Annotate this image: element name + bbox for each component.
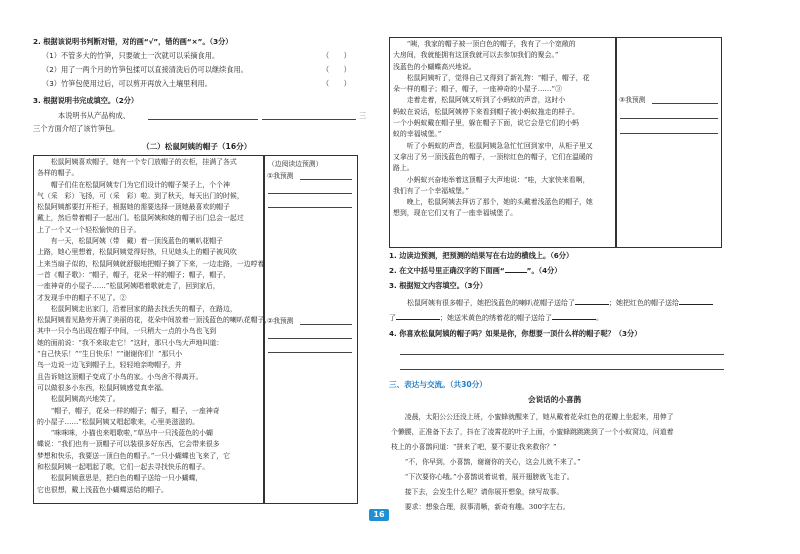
prediction-heading: （边阅读边预测） <box>268 160 323 168</box>
story-line: “咪咪咪，小猫也来唱歌啦，”草丛中一只浅蓝色的小蝴 <box>37 429 213 438</box>
story-line: 朵一样的帽子；帽子，帽子，一座神奇的小屋子……”③ <box>393 85 562 94</box>
story-line: 松鼠阿姨听了，觉得自己又得到了新礼物：“帽子，帽子，花 <box>393 73 590 82</box>
story-line: 蚂蚁在说话，松鼠阿姨停下来看到帽子被小蚂蚁拖走的样子。 <box>393 107 580 116</box>
answer-paren-1[interactable]: （ ） <box>322 51 351 60</box>
story-line: 梦想和快乐，我要送一顶白色的帽子。”一只小蝴蝶也飞来了，它 <box>37 451 231 460</box>
section-3-title: 三、表达与交流。（共30分） <box>389 380 487 389</box>
story-line: 又拿出了另一顶浅蓝色的帽子，一顶棕红色的帽子，它们在温暖的 <box>393 152 593 161</box>
essay-line: “下次要你心哦。”小喜鹊说着说着，展开翅膀就飞走了。 <box>391 473 574 481</box>
story-line: 松鼠阿姨意思是，把白色的帽子送给一只小蝴蝶， <box>37 474 203 483</box>
prediction-line[interactable] <box>300 324 352 325</box>
prediction-label-1: ①我预测 <box>267 172 294 180</box>
q4-prompt: 4. 你喜欢松鼠阿姨的帽子吗？如果是你，你想要一顶什么样的帽子呢？（3分） <box>389 329 642 338</box>
story-line: 听了小蚂蚁的声音，松鼠阿姨急急忙忙回到家中，从柜子里又 <box>393 141 593 150</box>
story-line: 大房间，我就能拥有这顶我就可以去参加我们的聚会。” <box>393 51 559 60</box>
q2-item-3: （3）竹笋包使用过后，可以剪开再放入土壤里利用。 <box>42 79 212 88</box>
q3-fill-line-1 <box>407 297 713 308</box>
q3-mark: 三 <box>359 111 367 120</box>
q2-prompt-end: ”。（4分） <box>526 266 562 275</box>
essay-line: “不，你早到，小喜鹊，谢谢你的关心，这会儿就不来了。” <box>391 458 581 466</box>
q3-prompt: 3. 根据短文内容填空。（3分） <box>389 281 487 290</box>
story-line: 我们有了一个幸福城堡。” <box>393 186 469 195</box>
q2-item-1: （1）不管多大的竹笋，只要破土一次就可以采摘食用。 <box>42 51 220 60</box>
answer-line[interactable] <box>400 354 724 355</box>
story-text-right <box>393 39 614 220</box>
prediction-box-right <box>616 37 722 248</box>
q3-blank-1[interactable] <box>148 119 258 120</box>
story-line: 可以做很多小东西，松鼠阿姨感觉真幸福。 <box>37 383 168 392</box>
q3-fill-text: ；她把红色的帽子送给 <box>609 299 679 307</box>
story-line: 的小屋子……”松鼠阿姨又唱起歌来，心里美滋滋的。 <box>37 417 200 426</box>
q3-fill-text: 。 <box>596 314 603 322</box>
story-line: 气（采 彩）飞扬，可（采 彩）啦。到了秋天，每天出门的时候， <box>37 191 244 200</box>
answer-paren-3[interactable]: （ ） <box>322 79 351 88</box>
essay-line: 要求：想象合理，叙事清晰，新奇有趣。300字左右。 <box>391 503 570 511</box>
fill-blank[interactable] <box>679 297 713 305</box>
story-line: “自己快乐！”“生日快乐！”“谢谢你们！”那只小 <box>37 350 183 359</box>
story-line: 路上。 <box>393 164 414 173</box>
story-line: 上路，她心里想着，松鼠阿姨觉得好热，只见她头上的帽子被风吹 <box>37 248 237 257</box>
q3-line-2: 三个方面介绍了该竹笋包。 <box>33 124 120 133</box>
q3-fill-line-2 <box>389 312 603 323</box>
story-line: 戴上，然后带着帽子一起出门。松鼠阿姨和她的帽子出门总会一起过 <box>37 214 244 223</box>
story-line: 松鼠阿姨都要打开柜子，根据她的需要选择一顶她最喜欢的帽子 <box>37 203 230 212</box>
story-line: 帽子们住在松鼠阿姨专门为它们设计的帽子架子上，个个神 <box>37 180 230 189</box>
section-title: （二）松鼠阿姨的帽子（16分） <box>142 142 252 151</box>
story-line: 一个小蚂蚁戴在帽子里，躲在帽子下面，说它会是它们的小蚂 <box>393 119 580 128</box>
story-line: 小蚂蚁兴奋地举着这顶帽子大声地说：“哇，大家快来看啊， <box>393 175 590 184</box>
prediction-line[interactable] <box>268 338 352 339</box>
prediction-line[interactable] <box>268 193 352 194</box>
essay-title: 会说话的小喜鹊 <box>528 395 582 404</box>
prediction-line[interactable] <box>652 103 718 104</box>
q3-line-1: 本说明书从产品构成、 <box>58 111 130 120</box>
essay-prompt <box>391 410 729 515</box>
story-line: 其中一只小鸟出现在帽子中间，一只稍大一点的小鸟也飞到 <box>37 327 217 336</box>
story-line: 它也很想，戴上浅蓝色小蝴蝶送给的帽子。 <box>37 485 168 494</box>
story-line: 才发现手中的帽子不见了。② <box>37 293 127 302</box>
q2-item-2: （2）用了一两个月的竹笋包揉可以直接清洗后仍可以继续食用。 <box>42 65 248 74</box>
story-line: “咦，我家的帽子被一顶白色的帽子，我有了一个宽敞的 <box>393 40 576 48</box>
story-line: 松鼠阿姨走出家门，沿着回家的路去找丢失的帽子，在路边， <box>37 304 237 313</box>
story-line: 走着走着，松鼠阿姨又听到了小蚂蚁的声音，这时小 <box>393 96 566 105</box>
story-text-left <box>37 157 272 496</box>
story-line: 松鼠阿姨喜欢帽子，她有一个专门放帽子的衣柜，挂满了各式 <box>37 158 237 166</box>
story-line: 浅蓝色的小蝴蝶高兴地说。 <box>393 62 476 71</box>
q3-fill-text: ；她送米黄色的绣着花的帽子送给了 <box>440 314 552 322</box>
prediction-label-3: ③我预测 <box>619 96 646 104</box>
q2-title: 2. 根据该说明书判断对错，对的画“√”，错的画“×”。（3分） <box>33 37 233 46</box>
prediction-line[interactable] <box>268 352 352 353</box>
q3-title: 3. 根据说明书完成填空。（2分） <box>33 96 139 105</box>
q3-fill-text: 了 <box>389 314 396 322</box>
q1-prompt: 1. 边读边预测，把预测的结果写在右边的横线上。（6分） <box>389 251 574 260</box>
q2-prompt-start: 2. 在文中括号里正确汉字的下面画“ <box>389 266 505 275</box>
story-line: 一首《帽子歌》：“帽子，帽子，花朵一样的帽子；帽子，帽子， <box>37 270 231 279</box>
fill-blank[interactable] <box>552 312 596 320</box>
prediction-line[interactable] <box>268 207 352 208</box>
q2-prompt <box>389 266 561 276</box>
prediction-label-2: ②我预测 <box>267 317 294 325</box>
story-line: 且告诉她这顶帽子变成了小鸟的家。小鸟舍不得离开。 <box>37 372 203 381</box>
essay-line: 凌晨，太阳公公还没上班，小蜜蜂就醒来了，她从戴着花朵红色的花瓣上坐起来，用伸了 <box>391 413 674 421</box>
fill-blank[interactable] <box>396 312 440 320</box>
essay-line: 接下去，会发生什么呢？请你展开想象，续写故事。 <box>391 488 564 496</box>
prediction-line[interactable] <box>620 118 718 119</box>
story-line: 蝶说：“我们也有一顶帽子可以装很多好东西，它会带来很多 <box>37 440 220 449</box>
story-line: 想到，现在它们又有了一座幸福城堡了。 <box>393 209 518 218</box>
story-line: 和松鼠阿姨一起唱起了歌，它们一起去寻找快乐的帽子。 <box>37 463 210 472</box>
story-line: 上了一个又一个轻松愉快的日子。 <box>37 225 141 234</box>
page-number: 16 <box>369 509 389 521</box>
story-line: 一座神奇的小屋子……”松鼠阿姨唱着歌就走了，回到家后， <box>37 282 220 291</box>
story-line: 她的面前说：“我不来取走它！”这时，那只小鸟大声地叫道： <box>37 338 224 347</box>
story-line: 上来当扇子似的，松鼠阿姨就舒服地把帽子摘了下来，一边走路，一边哼着 <box>37 259 265 268</box>
q3-blank-2[interactable] <box>262 119 356 120</box>
essay-line: 枝上的小喜鹊问道：“拼来了吧，要不要让我来救你？” <box>391 443 557 451</box>
story-line: 松鼠阿姨看见路旁开满了美丽的花，花朵中间放着一顶浅蓝色的喇叭花帽子， <box>37 316 272 325</box>
answer-paren-2[interactable]: （ ） <box>322 65 351 74</box>
prediction-line[interactable] <box>620 133 718 134</box>
essay-line: 个懒腰，正准备下去了，抖在了凌霄花的叶子上面，小蜜蜂跳跳跳到了一个小蚁窝边，问道着 <box>391 428 674 436</box>
story-line: 鸟一边说一边飞到帽子上，轻轻地亲吻帽子，并 <box>37 361 182 370</box>
fill-blank[interactable] <box>575 297 609 305</box>
story-line: 各样的帽子。 <box>37 169 79 178</box>
q2-underline-sample <box>505 266 527 273</box>
answer-line[interactable] <box>400 369 724 370</box>
q3-fill-text: 松鼠阿姨有很多帽子，她把浅蓝色的喇叭花帽子送给了 <box>407 299 575 307</box>
story-line: 蚁的幸福城堡。” <box>393 130 442 139</box>
story-line: 有一天，松鼠阿姨（带 戴）着一顶浅蓝色的喇叭花帽子 <box>37 237 224 246</box>
story-line: “帽子，帽子，花朵一样的帽子；帽子，帽子，一座神奇 <box>37 406 220 415</box>
story-line: 松鼠阿姨高兴地笑了。 <box>37 395 120 404</box>
story-line: 晚上，松鼠阿姨去拜访了那个，她的头戴着浅蓝色的帽子，她 <box>393 198 593 207</box>
prediction-line[interactable] <box>300 179 352 180</box>
